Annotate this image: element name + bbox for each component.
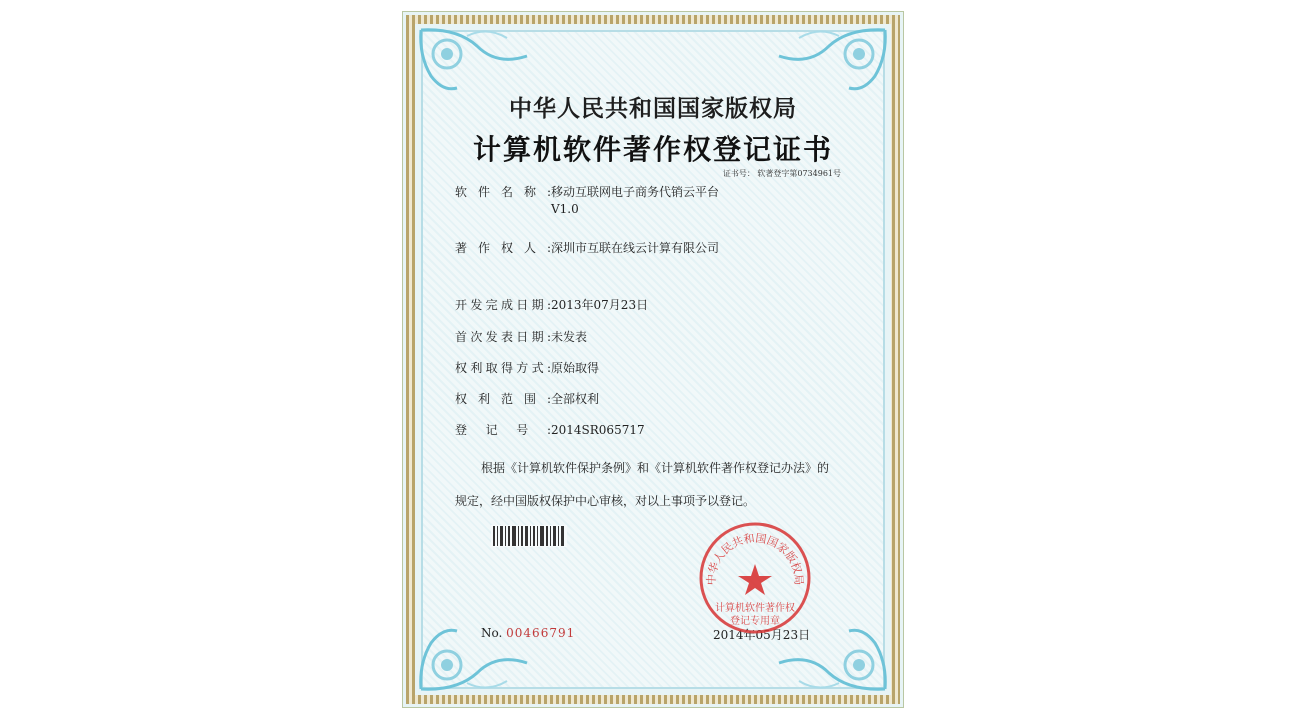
official-seal (697, 520, 813, 636)
field-value: 全部权利 (551, 392, 600, 406)
field-rights-scope (455, 390, 599, 407)
seal-line: 登记专用章 (730, 616, 780, 627)
issuer-title: 中华人民共和国国家版权局 (509, 95, 797, 122)
field-label: 首次发表日期: (455, 330, 551, 344)
certificate-title: 计算机软件著作权登记证书 (472, 133, 833, 166)
serial-number (481, 626, 575, 640)
field-value: 未发表 (551, 330, 588, 344)
field-value: 原始取得 (551, 361, 600, 375)
seal-line: 计算机软件著作权 (715, 603, 795, 614)
corner-ornament-icon (771, 26, 889, 96)
field-publish-date (455, 328, 587, 345)
statement-line: 根据《计算机软件保护条例》和《计算机软件著作权登记办法》的 (481, 461, 830, 475)
serial-label: No. (481, 626, 503, 640)
field-software-name (455, 183, 719, 216)
field-acquisition-method (455, 359, 599, 376)
certificate-number: 证书号： 软著登字第0734961号 (722, 169, 841, 178)
corner-ornament-icon (417, 26, 535, 96)
field-label: 登记号: (455, 423, 551, 437)
issue-date: 2014年05月23日 (713, 628, 811, 642)
field-label: 开发完成日期: (455, 298, 551, 312)
field-label: 软件名称: (455, 185, 551, 199)
field-value: 移动互联网电子商务代销云平台 (551, 185, 720, 199)
seal-ring-text: 中华人民共和国国家版权局 (704, 531, 806, 586)
field-registration-number (455, 421, 645, 438)
field-value: 2014SR065717 (551, 423, 645, 437)
field-value: 深圳市互联在线云计算有限公司 (551, 241, 720, 255)
statement (455, 452, 865, 518)
statement-line: 规定，经中国版权保护中心审核，对以上事项予以登记。 (455, 494, 756, 508)
certificate (402, 11, 904, 708)
field-label: 权利范围: (455, 392, 551, 406)
serial-value: 00466791 (506, 626, 576, 640)
field-version: V1.0 (551, 202, 579, 216)
field-copyright-owner (455, 239, 719, 256)
field-label: 权利取得方式: (455, 361, 551, 375)
barcode-icon (491, 525, 567, 547)
field-completion-date (455, 296, 648, 313)
field-value: 2013年07月23日 (551, 298, 649, 312)
field-label: 著作权人: (455, 241, 551, 255)
